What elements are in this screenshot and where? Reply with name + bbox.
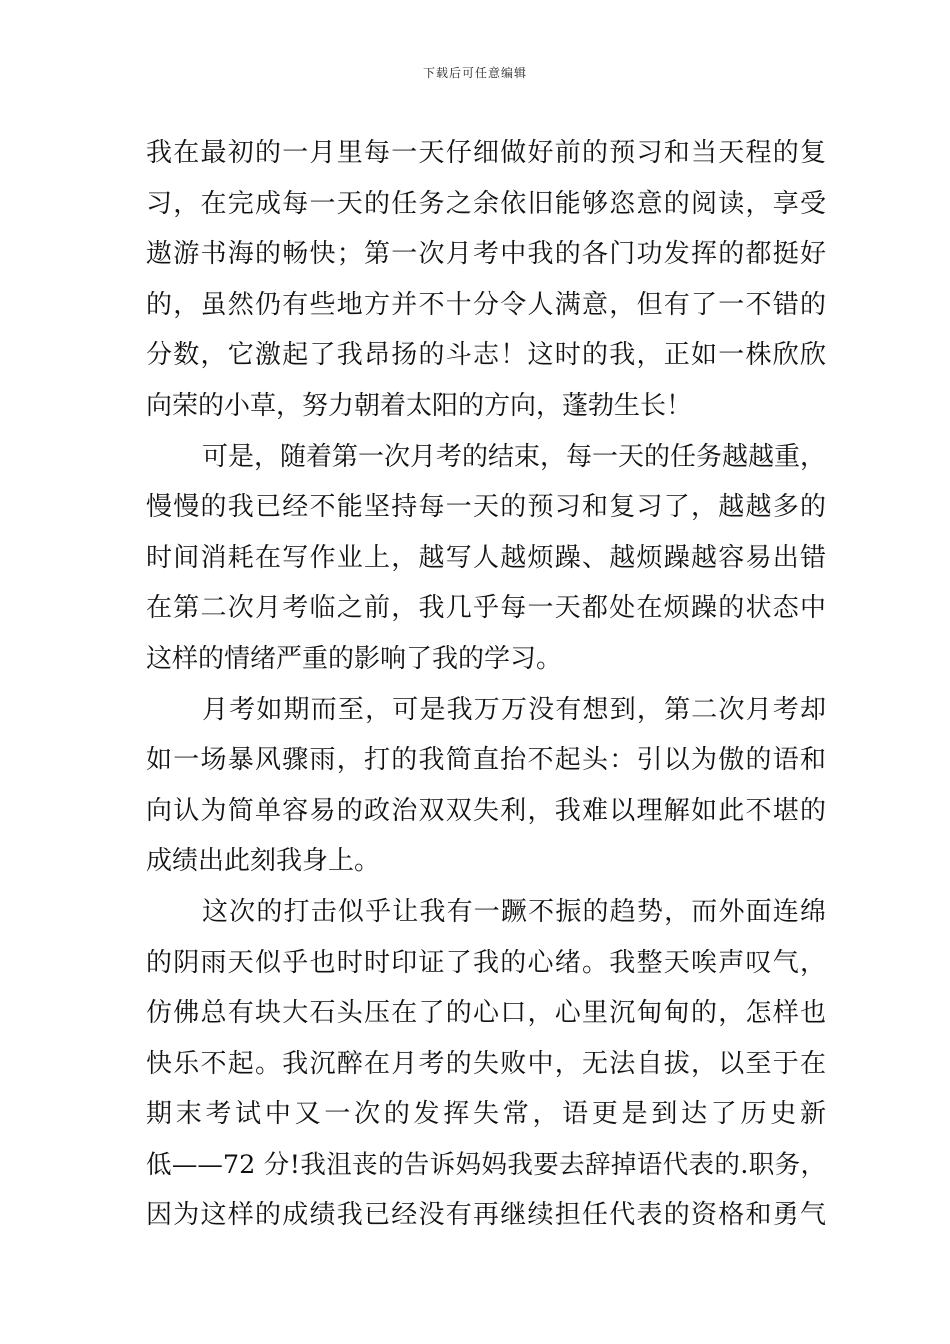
text-line: 月考如期而至，可是我万万没有想到，第二次月考却 [202, 694, 826, 725]
text-line: 在第二次月考临之前，我几乎每一天都处在烦躁的状态中 [146, 593, 826, 624]
document-body [146, 128, 826, 1241]
text-line: 这样的情绪严重的影响了我的学习。 [146, 643, 563, 674]
text-line: 的，虽然仍有些地方并不十分令人满意，但有了一不错的 [146, 289, 826, 320]
text-line: 的阴雨天似乎也时时印证了我的心绪。我整天唉声叹气， [146, 947, 826, 978]
text-line: 如一场暴风骤雨，打的我简直抬不起头：引以为傲的语和 [146, 745, 826, 776]
text-line: 向荣的小草，努力朝着太阳的方向，蓬勃生长！ [146, 390, 693, 421]
text-line: 成绩出此刻我身上。 [146, 846, 381, 877]
text-line: 时间消耗在写作业上，越写人越烦躁、越烦躁越容易出错 [146, 542, 826, 573]
text-line: 低——72 分!我沮丧的告诉妈妈我要去辞掉语代表的.职务， [146, 1149, 826, 1180]
text-line: 向认为简单容易的政治双双失利，我难以理解如此不堪的 [146, 795, 826, 826]
text-line: 因为这样的成绩我已经没有再继续担任代表的资格和勇气 [146, 1200, 826, 1231]
text-line: 我在最初的一月里每一天仔细做好前的预习和当天程的复 [146, 138, 826, 168]
text-line: 分数，它激起了我昂扬的斗志！这时的我，正如一株欣欣 [146, 340, 826, 371]
text-line: 慢慢的我已经不能坚持每一天的预习和复习了，越越多的 [146, 492, 826, 523]
text-line: 这次的打击似乎让我有一蹶不振的趋势，而外面连绵 [202, 896, 826, 927]
text-line: 期末考试中又一次的发挥失常，语更是到达了历史新 [146, 1099, 826, 1130]
page-header: 下载后可任意编辑 [422, 66, 527, 80]
text-line: 快乐不起。我沉醉在月考的失败中，无法自拔，以至于在 [146, 1048, 826, 1079]
text-line: 仿佛总有块大石头压在了的心口，心里沉甸甸的，怎样也 [146, 998, 826, 1029]
text-line: 习，在完成每一天的任务之余依旧能够恣意的阅读，享受 [146, 188, 826, 219]
text-line: 可是，随着第一次月考的结束，每一天的任务越越重， [202, 441, 827, 472]
text-line: 遨游书海的畅快；第一次月考中我的各门功发挥的都挺好 [146, 239, 826, 270]
